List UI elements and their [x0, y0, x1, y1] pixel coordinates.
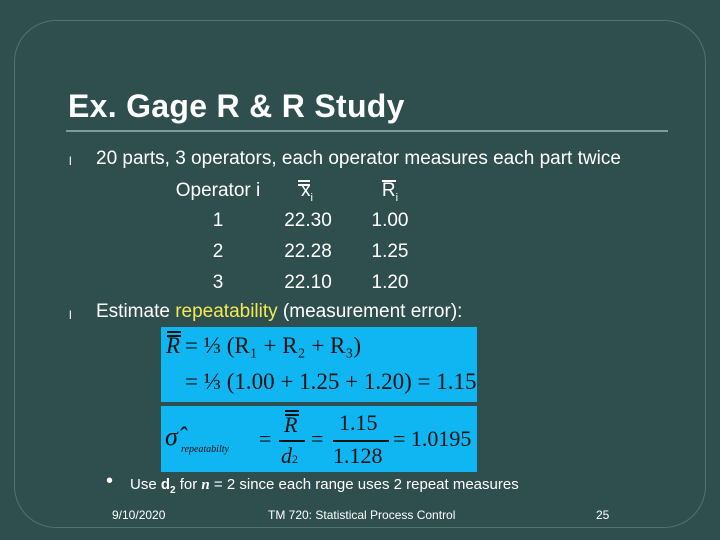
footer-course: TM 720: Statistical Process Control [268, 508, 456, 522]
table-header-operator: Operator i [175, 180, 261, 201]
sigma-sub: repeatabilty [181, 444, 229, 455]
table-header-rbar [365, 180, 415, 202]
xbar-sub: i [310, 192, 313, 204]
bullet-marker: l [69, 308, 72, 322]
frac1-den [281, 443, 298, 469]
table-cell: 22.30 [284, 210, 332, 231]
formula1-lhs: R [166, 333, 181, 358]
table-cell: 2 [212, 241, 224, 262]
table-cell: 1.00 [371, 210, 409, 231]
frac1-den-d: d [281, 443, 292, 468]
note-n: n [201, 477, 210, 493]
equals-sign: = [311, 426, 324, 451]
footer-page-number: 25 [596, 508, 610, 522]
xbar-base: x [301, 180, 311, 201]
equals-sign: = [259, 426, 272, 451]
formula1-line2: = ⅓ (1.00 + 1.25 + 1.20) = 1.15 [185, 369, 477, 394]
table-cell: 3 [212, 272, 224, 293]
table-cell: 22.10 [284, 272, 332, 293]
formula2-result: = 1.0195 [393, 426, 472, 451]
note-d-sub: 2 [170, 485, 176, 496]
note-bullet: • [106, 470, 114, 492]
note-pre: Use [130, 476, 161, 493]
bullet-text-after: (measurement error): [277, 301, 463, 322]
note-d: d [160, 476, 171, 493]
bullet-marker: l [69, 154, 72, 168]
highlight-repeatability: repeatability [175, 301, 278, 322]
frac2-line [333, 440, 389, 442]
title-underline [66, 130, 668, 132]
rbar-base: R [381, 180, 396, 201]
frac1-den-sub: 2 [292, 452, 298, 466]
sigma-formula-box [161, 406, 477, 472]
bullet-text-before: Estimate [96, 301, 176, 322]
slide-title: Ex. Gage R & R Study [68, 88, 405, 124]
frac1-line [279, 440, 305, 442]
table-cell: 22.28 [284, 241, 332, 262]
footer-date: 9/10/2020 [112, 508, 166, 522]
frac1-num: R [284, 412, 298, 437]
note-mid: for [175, 476, 202, 493]
sigma-hat: σ̂ [165, 422, 178, 451]
table-header-xbar [282, 180, 332, 202]
table-cell: 1.20 [371, 272, 409, 293]
table-cell: 1.25 [371, 241, 409, 262]
frac2-den: 1.128 [333, 443, 383, 468]
frac2-num: 1.15 [339, 410, 378, 435]
bullet-text: 20 parts, 3 operators, each operator measures each part twice [96, 148, 621, 169]
bullet-text [96, 301, 462, 323]
rbar-sub: i [395, 192, 399, 204]
table-cell: 1 [212, 210, 224, 231]
formula1-line1: = ⅓ (R₁ + R₂ + R₃) [185, 333, 362, 358]
note-text [130, 476, 519, 494]
rbar-formula-box [161, 327, 477, 402]
note-post: = 2 since each range uses 2 repeat measures [209, 476, 519, 493]
